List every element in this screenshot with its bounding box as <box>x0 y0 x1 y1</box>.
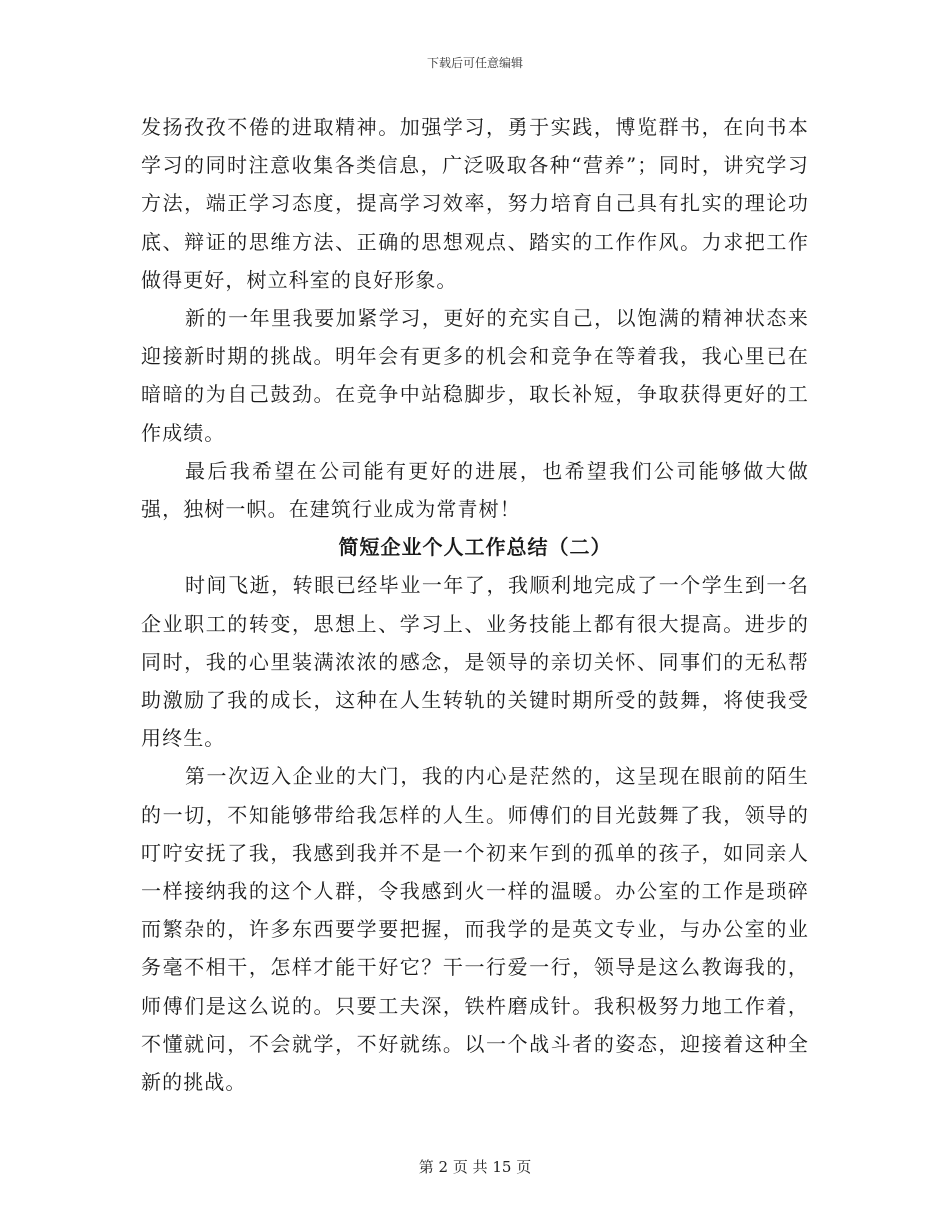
paragraph: 时间飞逝，转眼已经毕业一年了，我顺利地完成了一个学生到一名企业职工的转变，思想上、学习上、业务技能上都有很大提高。进步的同时，我的心里装满浓浓的感念，是领导的亲切关怀、同事们的无私帮助激励了我的成长，这种在人生转轨的关键时期所受的鼓舞，将使我受用终生。 <box>141 573 809 751</box>
document-body <box>141 108 809 1101</box>
paragraph: 新的一年里我要加紧学习，更好的充实自己，以饱满的精神状态来迎接新时期的挑战。明年会有更多的机会和竞争在等着我，我心里已在暗暗的为自己鼓劲。在竞争中站稳脚步，取长补短，争取获得更好的工作成绩。 <box>141 306 809 445</box>
paragraph: 最后我希望在公司能有更好的进展，也希望我们公司能够做大做强，独树一帜。在建筑行业成为常青树！ <box>141 458 809 522</box>
paragraph: 第一次迈入企业的大门，我的内心是茫然的，这呈现在眼前的陌生的一切，不知能够带给我怎样的人生。师傅们的目光鼓舞了我，领导的叮咛安抚了我，我感到我并不是一个初来乍到的孤单的孩子，如同亲人一样接纳我的这个人群，令我感到火一样的温暖。办公室的工作是琐碎而繁杂的，许多东西要学要把握，而我学的是英文专业，与办公室的业务毫不相干，怎样才能干好它？干一行爱一行，领导是这么教诲我的，师傅们是这么说的。只要工夫深，铁杵磨成针。我积极努力地工作着，不懂就问，不会就学，不好就练。以一个战斗者的姿态，迎接着这种全新的挑战。 <box>141 764 809 1095</box>
page-footer: 第 2 页 共 15 页 <box>418 1158 532 1176</box>
section-title: 简短企业个人工作总结（二） <box>338 535 612 560</box>
paragraph-continued: 发扬孜孜不倦的进取精神。加强学习，勇于实践，博览群书，在向书本学习的同时注意收集各类信息，广泛吸取各种“营养”；同时，讲究学习方法，端正学习态度，提高学习效率，努力培育自己具有扎实的理论功底、辩证的思维方法、正确的思想观点、踏实的工作作风。力求把工作做得更好，树立科室的良好形象。 <box>141 115 809 292</box>
page-header: 下载后可任意编辑 <box>426 56 523 70</box>
